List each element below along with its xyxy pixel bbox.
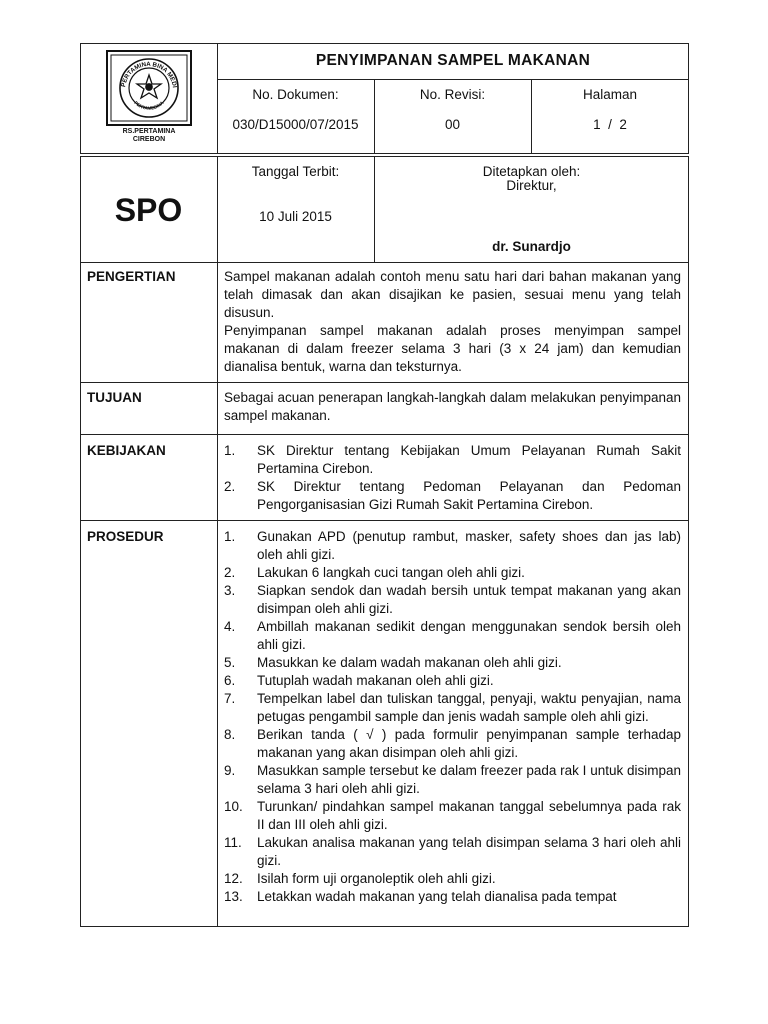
hospital-logo — [106, 50, 192, 126]
pengertian-paragraph-2: Penyimpanan sampel makanan adalah proses menyimpan sampel makanan di dalam freezer selama 3 hari (3 x 24 jam) dan kemudian dianalisa bentuk, warna dan teksturnya. — [224, 323, 681, 374]
list-item: 3. Siapkan sendok dan wadah bersih untuk tempat makanan yang akan disimpan oleh ahli gizi. — [224, 583, 681, 616]
prosedur-item-6: Tutuplah wadah makanan oleh ahli gizi. — [257, 673, 494, 688]
list-item: 10. Turunkan/ pindahkan sampel makanan tanggal sebelumnya pada rak II dan III oleh ahli gizi. — [224, 799, 681, 832]
row-divider-pengertian — [80, 382, 689, 383]
prosedur-item-3: Siapkan sendok dan wadah bersih untuk tempat makanan yang akan disimpan oleh ahli gizi. — [257, 583, 681, 616]
logo-caption-line-1: RS.PERTAMINA — [122, 128, 176, 135]
list-item: 9. Masukkan sample tersebut ke dalam freezer pada rak I untuk disimpan selama 3 hari oleh ahli gizi. — [224, 763, 681, 796]
row-divider-kebijakan — [80, 520, 689, 521]
prosedur-item-10: Turunkan/ pindahkan sampel makanan tanggal sebelumnya pada rak II dan III oleh ahli gizi. — [257, 799, 681, 832]
list-item: 6. Tutuplah wadah makanan oleh ahli gizi. — [224, 673, 494, 688]
prosedur-item-1: Gunakan APD (penutup rambut, masker, safety shoes dan jas lab) oleh ahli gizi. — [257, 529, 681, 562]
list-item: 7. Tempelkan label dan tuliskan tanggal, penyaji, waktu penyajian, nama petugas pengambil sample dan jenis wadah sample oleh ahli gizi. — [224, 691, 681, 724]
halaman-value: 1 / 2 — [593, 117, 627, 132]
no-revisi-label: No. Revisi: — [419, 87, 486, 102]
ditetapkan-label: Ditetapkan oleh: — [482, 164, 581, 179]
hospital-logo-emblem-icon — [106, 50, 192, 126]
prosedur-label: PROSEDUR — [87, 529, 164, 544]
kebijakan-item-1: SK Direktur tentang Kebijakan Umum Pelayanan Rumah Sakit Pertamina Cirebon. — [257, 443, 681, 476]
tanggal-terbit-label: Tanggal Terbit: — [251, 164, 340, 179]
prosedur-item-8: Berikan tanda ( √ ) pada formulir penyimpanan sample terhadap makanan yang akan disimpan oleh ahli gizi. — [257, 727, 681, 760]
tujuan-paragraph: Sebagai acuan penerapan langkah-langkah dalam melakukan penyimpanan sampel makanan. — [224, 390, 681, 423]
logo-caption — [100, 128, 198, 144]
spo-label: SPO — [114, 192, 183, 228]
list-item: 2. SK Direktur tentang Pedoman Pelayanan dan Pedoman Pengorganisasian Gizi Rumah Sakit Pertamina Cirebon. — [224, 479, 681, 512]
list-item: 13. Letakkan wadah makanan yang telah dianalisa pada tempat — [224, 889, 617, 904]
tujuan-text — [224, 389, 681, 425]
prosedur-item-13: Letakkan wadah makanan yang telah dianalisa pada tempat — [257, 889, 617, 904]
svg-text:PERTAMEDIKA: PERTAMEDIKA — [133, 100, 165, 111]
list-item: 5. Masukkan ke dalam wadah makanan oleh ahli gizi. — [224, 655, 562, 670]
tujuan-label: TUJUAN — [87, 390, 142, 405]
no-revisi-value: 00 — [444, 117, 461, 132]
kebijakan-item-2: SK Direktur tentang Pedoman Pelayanan dan Pedoman Pengorganisasian Gizi Rumah Sakit Pertamina Cirebon. — [257, 479, 681, 512]
row-divider-tujuan — [80, 434, 689, 435]
list-item: 2. Lakukan 6 langkah cuci tangan oleh ahli gizi. — [224, 565, 525, 580]
header-title-divider — [217, 79, 689, 80]
kebijakan-label: KEBIJAKAN — [87, 443, 166, 458]
prosedur-item-7: Tempelkan label dan tuliskan tanggal, penyaji, waktu penyajian, nama petugas pengambil sample dan jenis wadah sample oleh ahli gizi. — [257, 691, 681, 724]
ditetapkan-role: Direktur, — [506, 178, 557, 193]
list-item: 1. SK Direktur tentang Kebijakan Umum Pelayanan Rumah Sakit Pertamina Cirebon. — [224, 443, 681, 476]
pengertian-text — [224, 268, 681, 376]
document-title: PENYIMPANAN SAMPEL MAKANAN — [315, 52, 591, 69]
tanggal-terbit-value: 10 Juli 2015 — [259, 209, 332, 224]
kebijakan-list — [224, 442, 681, 514]
svg-text:PT PERTAMINA BINA MEDIKA: PERTAMINA BINA MEDI — [120, 60, 178, 89]
no-dokumen-value: 030/D15000/07/2015 — [232, 117, 359, 132]
list-item: 4. Ambillah makanan sedikit dengan menggunakan sendok bersih oleh ahli gizi. — [224, 619, 681, 652]
pengertian-paragraph-1: Sampel makanan adalah contoh menu satu hari dari bahan makanan yang telah dimasak dan akan disajikan ke pasien, sesuai menu yang telah disusun. — [224, 269, 681, 320]
logo-caption-line-2: CIREBON — [132, 136, 166, 143]
prosedur-item-12: Isilah form uji organoleptik oleh ahli gizi. — [257, 871, 496, 886]
prosedur-item-5: Masukkan ke dalam wadah makanan oleh ahli gizi. — [257, 655, 562, 670]
body-label-divider — [217, 156, 218, 927]
list-item: 11. Lakukan analisa makanan yang telah disimpan selama 3 hari oleh ahli gizi. — [224, 835, 681, 868]
prosedur-item-2: Lakukan 6 langkah cuci tangan oleh ahli gizi. — [257, 565, 525, 580]
list-item: 12. Isilah form uji organoleptik oleh ahli gizi. — [224, 871, 496, 886]
pengertian-label: PENGERTIAN — [87, 269, 176, 284]
prosedur-item-11: Lakukan analisa makanan yang telah disimpan selama 3 hari oleh ahli gizi. — [257, 835, 681, 868]
list-item: 1. Gunakan APD (penutup rambut, masker, safety shoes dan jas lab) oleh ahli gizi. — [224, 529, 681, 562]
row-divider-spo — [80, 262, 689, 263]
no-dokumen-label: No. Dokumen: — [252, 87, 339, 102]
prosedur-item-4: Ambillah makanan sedikit dengan menggunakan sendok bersih oleh ahli gizi. — [257, 619, 681, 652]
ditetapkan-name: dr. Sunardjo — [492, 239, 571, 254]
prosedur-list — [224, 528, 681, 906]
prosedur-item-9: Masukkan sample tersebut ke dalam freezer pada rak I untuk disimpan selama 3 hari oleh ahli gizi. — [257, 763, 681, 796]
halaman-label: Halaman — [582, 87, 638, 102]
list-item: 8. Berikan tanda ( √ ) pada formulir penyimpanan sample terhadap makanan yang akan disimpan oleh ahli gizi. — [224, 727, 681, 760]
